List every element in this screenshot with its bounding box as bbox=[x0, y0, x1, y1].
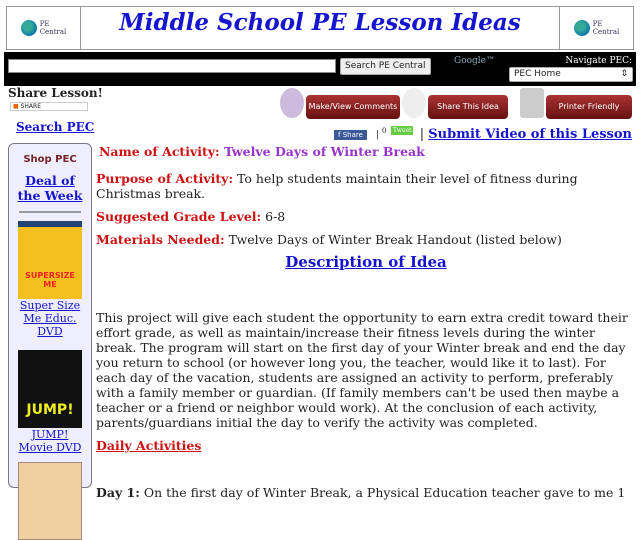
description-text: This project will give each student the opportunity to earn extra credit toward their effort grade, as well as maintain/increase their fitness levels during the winter break. The program will start on the first day of your Winter break and end the day you return to school (or however long you, the teacher, would like it to last). For each day of the vacation, students are assigned an activity to perform, preferably with a family member or guardian. (If family members can't be used then maybe a teacher or a friend or neighbor would work). At the conclusion of each activity, parents/guardians initial the day to verify the activity was completed. bbox=[96, 310, 628, 430]
logo-text: Central bbox=[39, 28, 67, 36]
day1-label: Day 1: bbox=[96, 485, 140, 500]
materials-text: Twelve Days of Winter Break Handout (listed below) bbox=[228, 232, 562, 247]
globe-icon bbox=[21, 20, 37, 36]
navigate-select[interactable] bbox=[509, 67, 633, 82]
product-cover[interactable] bbox=[18, 462, 82, 540]
comments-icon bbox=[280, 88, 304, 118]
activity-name: Twelve Days of Winter Break bbox=[223, 144, 425, 159]
super-size-me-link[interactable]: Super Size Me Educ. DVD bbox=[19, 299, 81, 338]
share-widget-label: SHARE bbox=[20, 103, 41, 110]
shop-pec-sidebar bbox=[8, 143, 92, 488]
envelope-icon bbox=[402, 88, 426, 118]
navigate-label: Navigate PEC: bbox=[565, 56, 632, 66]
logo-text: Central bbox=[592, 28, 620, 36]
purpose-text: To help students maintain their level of fitness during Christmas break. bbox=[96, 171, 578, 201]
pe-central-logo[interactable] bbox=[7, 7, 81, 49]
share-this-idea-button[interactable]: Share This Idea bbox=[428, 95, 508, 119]
page-title: Middle School PE Lesson Ideas bbox=[119, 9, 521, 36]
search-pec-link[interactable]: Search PEC bbox=[16, 120, 95, 134]
facebook-share-button[interactable]: f Share bbox=[334, 130, 367, 140]
search-button[interactable]: Search PE Central bbox=[340, 58, 431, 75]
divider bbox=[19, 211, 81, 213]
submit-video-link[interactable]: Submit Video of this Lesson bbox=[428, 127, 632, 142]
share-lesson-title: Share Lesson! bbox=[8, 86, 103, 100]
globe-icon bbox=[574, 20, 590, 36]
search-input[interactable] bbox=[8, 59, 336, 73]
share-icon: ■ bbox=[13, 103, 19, 110]
select-arrows-icon: ⇕ bbox=[620, 69, 628, 79]
daily-activities-heading: Daily Activities bbox=[96, 438, 202, 453]
google-logo: Google™ bbox=[454, 56, 495, 66]
lesson-content bbox=[96, 144, 636, 508]
pe-central-logo-right[interactable] bbox=[559, 7, 633, 49]
share-widget-button[interactable] bbox=[10, 102, 88, 111]
fb-share-count: | $^0$ bbox=[376, 126, 387, 140]
purpose-label: Purpose of Activity: bbox=[96, 171, 234, 186]
day1-text: On the first day of Winter Break, a Physical Education teacher gave to me 1 bbox=[143, 485, 626, 500]
fb-share-label: Share bbox=[342, 131, 363, 139]
super-size-me-cover[interactable]: SUPERSIZE ME bbox=[18, 221, 82, 299]
jump-link[interactable]: JUMP! Movie DVD bbox=[18, 428, 82, 454]
header bbox=[6, 6, 634, 50]
logo-text: PE bbox=[39, 20, 50, 28]
printer-friendly-button[interactable]: Printer Friendly bbox=[546, 95, 632, 119]
fb-count: 0 bbox=[381, 126, 387, 135]
shop-pec-heading: Shop PEC bbox=[23, 154, 77, 165]
printer-icon bbox=[520, 88, 544, 118]
jump-cover[interactable]: JUMP! bbox=[18, 350, 82, 428]
materials-label: Materials Needed: bbox=[96, 232, 225, 247]
grade-value: 6-8 bbox=[265, 209, 286, 224]
navigate-value: PEC Home bbox=[514, 69, 561, 79]
grade-label: Suggested Grade Level: bbox=[96, 209, 262, 224]
logo-text: PE bbox=[592, 20, 603, 28]
deal-of-the-week-link[interactable]: Deal of the Week bbox=[17, 173, 83, 203]
tweet-button[interactable]: Tweet bbox=[393, 127, 412, 134]
name-label: Name of Activity: bbox=[99, 144, 220, 159]
make-view-comments-button[interactable]: Make/View Comments bbox=[306, 95, 400, 119]
search-bar bbox=[4, 52, 636, 86]
description-heading[interactable]: Description of Idea bbox=[285, 253, 447, 271]
